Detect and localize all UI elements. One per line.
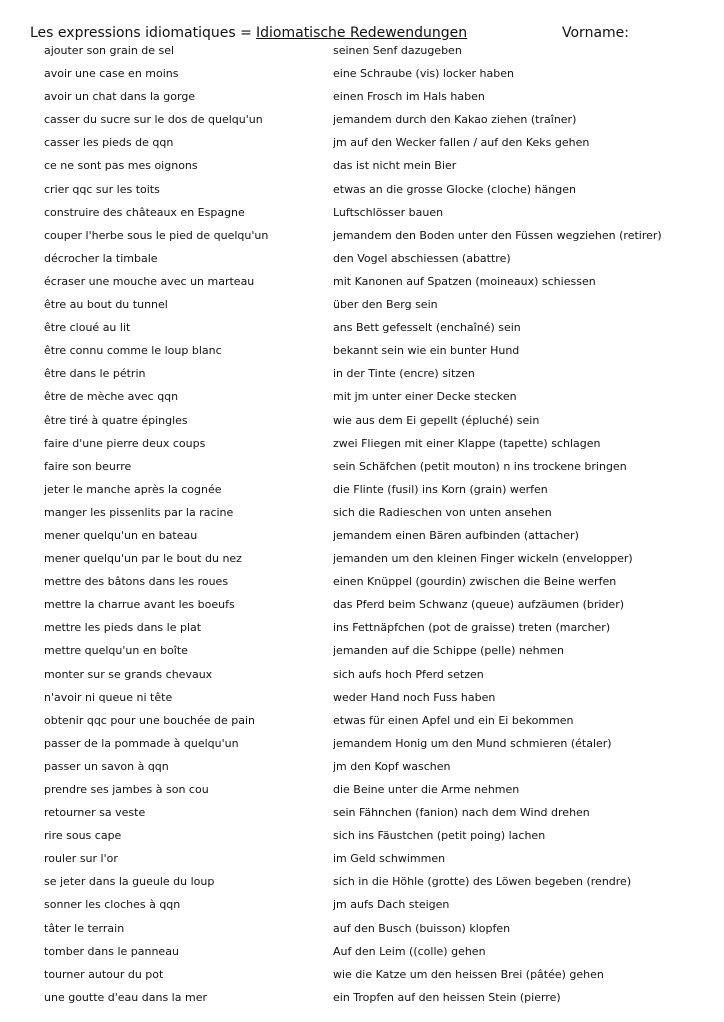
idiom-row	[44, 709, 684, 732]
idiom-row	[44, 870, 684, 893]
idiom-row	[44, 316, 684, 339]
idiom-row	[44, 570, 684, 593]
idiom-french: rire sous cape	[44, 829, 122, 843]
idiom-row	[44, 501, 684, 524]
idiom-french: sonner les cloches à qqn	[44, 898, 181, 912]
idiom-french: être au bout du tunnel	[44, 298, 168, 312]
idiom-row	[44, 593, 684, 616]
idiom-german: den Vogel abschiessen (abattre)	[333, 251, 511, 265]
idiom-german: jm auf den Wecker fallen / auf den Keks gehen	[333, 136, 590, 150]
idiom-french: être de mèche avec qqn	[44, 390, 179, 404]
idiom-german: sein Schäfchen (petit mouton) n ins trockene bringen	[333, 459, 627, 473]
idiom-row	[44, 639, 684, 662]
idiom-french: tourner autour du pot	[44, 967, 164, 981]
idiom-row	[44, 362, 684, 385]
idiom-row	[44, 478, 684, 501]
idiom-list	[44, 39, 684, 1009]
idiom-french: n'avoir ni queue ni tête	[44, 690, 173, 704]
idiom-row	[44, 409, 684, 432]
idiom-german: eine Schraube (vis) locker haben	[333, 67, 514, 81]
idiom-french: décrocher la timbale	[44, 251, 158, 265]
idiom-french: casser du sucre sur le dos de quelqu'un	[44, 113, 263, 127]
idiom-german: über den Berg sein	[333, 298, 438, 312]
idiom-french: tomber dans le panneau	[44, 944, 179, 958]
idiom-german: einen Frosch im Hals haben	[333, 90, 485, 104]
idiom-german: Luftschlösser bauen	[333, 205, 444, 219]
idiom-german: sein Fähnchen (fanion) nach dem Wind drehen	[333, 806, 590, 820]
idiom-french: avoir une case en moins	[44, 67, 179, 81]
idiom-french: mettre les pieds dans le plat	[44, 621, 202, 635]
idiom-german: jemandem durch den Kakao ziehen (traîner)	[333, 113, 577, 127]
idiom-row	[44, 917, 684, 940]
idiom-german: einen Knüppel (gourdin) zwischen die Beine werfen	[333, 575, 617, 589]
idiom-row	[44, 940, 684, 963]
idiom-french: jeter le manche après la cognée	[44, 482, 222, 496]
idiom-german: jemanden auf die Schippe (pelle) nehmen	[333, 644, 565, 658]
idiom-french: construire des châteaux en Espagne	[44, 205, 245, 219]
idiom-french: écraser une mouche avec un marteau	[44, 274, 255, 288]
idiom-german: mit Kanonen auf Spatzen (moineaux) schiessen	[333, 274, 596, 288]
idiom-row	[44, 616, 684, 639]
idiom-row	[44, 154, 684, 177]
idiom-german: wie aus dem Ei gepellt (épluché) sein	[333, 413, 540, 427]
idiom-french: mettre des bâtons dans les roues	[44, 575, 229, 589]
idiom-french: couper l'herbe sous le pied de quelqu'un	[44, 228, 269, 242]
idiom-german: sich in die Höhle (grotte) des Löwen begeben (rendre)	[333, 875, 632, 889]
idiom-row	[44, 339, 684, 362]
idiom-german: jemandem den Boden unter den Füssen wegziehen (retirer)	[333, 228, 662, 242]
idiom-german: ans Bett gefesselt (enchaîné) sein	[333, 321, 521, 335]
idiom-german: wie die Katze um den heissen Brei (pâtée) gehen	[333, 967, 604, 981]
idiom-french: être dans le pétrin	[44, 367, 146, 381]
idiom-german: auf den Busch (buisson) klopfen	[333, 921, 511, 935]
idiom-french: se jeter dans la gueule du loup	[44, 875, 215, 889]
idiom-french: être connu comme le loup blanc	[44, 344, 222, 358]
idiom-german: in der Tinte (encre) sitzen	[333, 367, 475, 381]
idiom-row	[44, 85, 684, 108]
idiom-french: ce ne sont pas mes oignons	[44, 159, 198, 173]
idiom-german: ins Fettnäpfchen (pot de graisse) treten (marcher)	[333, 621, 611, 635]
idiom-row	[44, 270, 684, 293]
idiom-french: casser les pieds de qqn	[44, 136, 174, 150]
idiom-row	[44, 732, 684, 755]
idiom-row	[44, 201, 684, 224]
idiom-row	[44, 663, 684, 686]
idiom-german: das Pferd beim Schwanz (queue) aufzäumen (brider)	[333, 598, 625, 612]
idiom-german: sich aufs hoch Pferd setzen	[333, 667, 484, 681]
idiom-row	[44, 963, 684, 986]
idiom-row	[44, 385, 684, 408]
idiom-german: die Flinte (fusil) ins Korn (grain) werfen	[333, 482, 548, 496]
idiom-row	[44, 62, 684, 85]
idiom-french: crier qqc sur les toits	[44, 182, 160, 196]
idiom-german: ein Tropfen auf den heissen Stein (pierre)	[333, 990, 561, 1004]
idiom-german: etwas an die grosse Glocke (cloche) hängen	[333, 182, 576, 196]
first-name-label: Vorname:	[562, 25, 629, 41]
idiom-row	[44, 755, 684, 778]
idiom-german: die Beine unter die Arme nehmen	[333, 783, 520, 796]
idiom-french: mettre quelqu'un en boîte	[44, 644, 188, 658]
idiom-german: etwas für einen Apfel und ein Ei bekommen	[333, 713, 574, 727]
idiom-french: mener quelqu'un en bateau	[44, 528, 198, 542]
idiom-german: das ist nicht mein Bier	[333, 159, 457, 173]
idiom-french: prendre ses jambes à son cou	[44, 783, 209, 796]
idiom-french: ajouter son grain de sel	[44, 44, 175, 57]
idiom-german: zwei Fliegen mit einer Klappe (tapette) schlagen	[333, 436, 601, 450]
idiom-french: retourner sa veste	[44, 806, 146, 820]
idiom-german: weder Hand noch Fuss haben	[333, 690, 496, 704]
idiom-row	[44, 432, 684, 455]
idiom-french: passer de la pommade à quelqu'un	[44, 736, 239, 750]
idiom-german: im Geld schwimmen	[333, 852, 446, 866]
idiom-german: jemanden um den kleinen Finger wickeln (envelopper)	[333, 552, 633, 566]
idiom-row	[44, 686, 684, 709]
idiom-row	[44, 108, 684, 131]
idiom-german: Auf den Leim ((colle) gehen	[333, 944, 486, 958]
idiom-row	[44, 247, 684, 270]
idiom-row	[44, 293, 684, 316]
idiom-french: être tiré à quatre épingles	[44, 413, 188, 427]
title-german: Idiomatische Redewendungen	[256, 25, 468, 41]
idiom-row	[44, 455, 684, 478]
idiom-row	[44, 986, 684, 1009]
idiom-row	[44, 547, 684, 570]
idiom-french: passer un savon à qqn	[44, 759, 169, 773]
idiom-french: une goutte d'eau dans la mer	[44, 990, 207, 1004]
idiom-german: sich ins Fäustchen (petit poing) lachen	[333, 829, 546, 843]
idiom-french: être cloué au lit	[44, 321, 131, 335]
idiom-french: faire d'une pierre deux coups	[44, 436, 206, 450]
idiom-row	[44, 801, 684, 824]
idiom-french: mettre la charrue avant les boeufs	[44, 598, 235, 612]
idiom-row	[44, 847, 684, 870]
idiom-french: avoir un chat dans la gorge	[44, 90, 196, 104]
idiom-row	[44, 39, 684, 62]
idiom-row	[44, 524, 684, 547]
idiom-row	[44, 824, 684, 847]
idiom-german: mit jm unter einer Decke stecken	[333, 390, 517, 404]
idiom-german: jm aufs Dach steigen	[333, 898, 450, 912]
idiom-german: seinen Senf dazugeben	[333, 44, 462, 57]
title-french: Les expressions idiomatiques =	[30, 25, 252, 41]
idiom-french: manger les pissenlits par la racine	[44, 505, 234, 519]
idiom-row	[44, 131, 684, 154]
idiom-french: faire son beurre	[44, 459, 132, 473]
idiom-row	[44, 224, 684, 247]
idiom-german: jemandem Honig um den Mund schmieren (étaler)	[333, 736, 612, 750]
idiom-french: tâter le terrain	[44, 921, 125, 935]
idiom-row	[44, 178, 684, 201]
idiom-french: obtenir qqc pour une bouchée de pain	[44, 713, 255, 727]
idiom-row	[44, 893, 684, 916]
idiom-french: rouler sur l'or	[44, 852, 118, 866]
idiom-german: jm den Kopf waschen	[333, 759, 451, 773]
idiom-german: bekannt sein wie ein bunter Hund	[333, 344, 520, 358]
idiom-german: jemandem einen Bären aufbinden (attacher)	[333, 528, 579, 542]
idiom-french: monter sur se grands chevaux	[44, 667, 213, 681]
idiom-french: mener quelqu'un par le bout du nez	[44, 552, 242, 566]
idiom-row	[44, 778, 684, 801]
idiom-german: sich die Radieschen von unten ansehen	[333, 505, 552, 519]
